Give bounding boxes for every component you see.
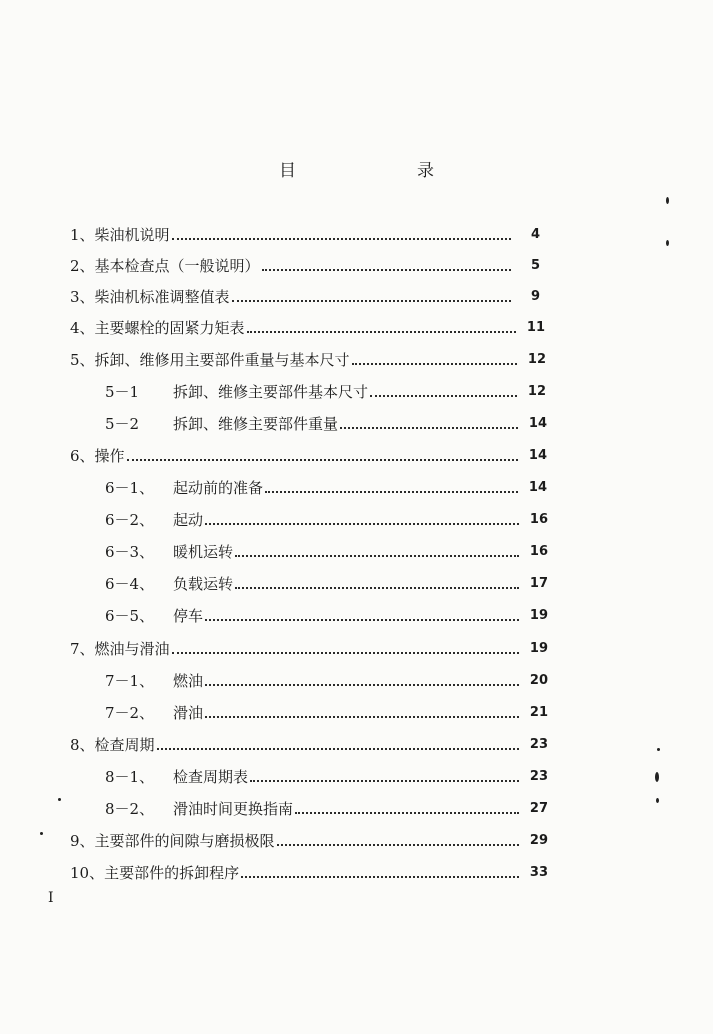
toc-number: 7－2、: [105, 704, 155, 722]
toc-label: 主要部件的间隙与磨损极限: [94, 832, 275, 850]
page-number-footer: I: [48, 890, 54, 906]
dot-leader: [247, 331, 516, 333]
dot-leader: [172, 238, 511, 240]
toc-label: 操作: [94, 447, 125, 465]
scan-speck: [666, 197, 669, 204]
toc-number: 8、: [70, 736, 95, 754]
toc-label: 柴油机说明: [94, 226, 170, 244]
toc-number: 4、: [70, 319, 95, 337]
toc-page-number: 14: [528, 480, 547, 495]
dot-leader: [295, 812, 519, 814]
toc-entry: [70, 863, 548, 883]
scan-speck: [40, 832, 43, 835]
dot-leader: [352, 363, 517, 365]
dot-leader: [205, 716, 519, 718]
toc-page-number: 23: [529, 769, 548, 784]
toc-page-number: 19: [529, 641, 548, 656]
toc-label: 暖机运转: [173, 543, 234, 561]
toc-label: 基本检查点（一般说明）: [94, 257, 260, 275]
scan-speck: [657, 748, 660, 751]
toc-label: 拆卸、维修主要部件重量: [173, 415, 339, 433]
scan-speck: [655, 772, 659, 782]
toc-entry: [70, 735, 548, 755]
toc-entry: [105, 414, 547, 434]
toc-number: 10、: [70, 864, 105, 882]
toc-page-number: 16: [529, 544, 548, 559]
page-title: 目 录: [279, 161, 486, 181]
toc-number: 6、: [70, 447, 95, 465]
toc-page-number: 27: [529, 801, 548, 816]
toc-page-number: 20: [529, 673, 548, 688]
toc-label: 主要螺栓的固紧力矩表: [94, 319, 245, 337]
dot-leader: [127, 459, 518, 461]
dot-leader: [262, 269, 511, 271]
toc-page-number: 12: [527, 384, 546, 399]
toc-number: 5－2: [105, 415, 140, 433]
toc-number: 2、: [70, 257, 95, 275]
toc-page-number: 33: [529, 865, 548, 880]
toc-number: 6－5、: [105, 607, 155, 625]
dot-leader: [205, 523, 519, 525]
toc-number: 5－1: [105, 383, 140, 401]
toc-label: 柴油机标准调整值表: [94, 288, 230, 306]
toc-number: 3、: [70, 288, 95, 306]
toc-label: 起动前的准备: [173, 479, 264, 497]
toc-page-number: 21: [529, 705, 548, 720]
toc-number: 7－1、: [105, 672, 155, 690]
toc-entry: [70, 639, 548, 659]
dot-leader: [250, 780, 519, 782]
toc-label: 主要部件的拆卸程序: [104, 864, 240, 882]
toc-page-number: 29: [529, 833, 548, 848]
toc-page-number: 19: [529, 608, 548, 623]
toc-entry: [105, 671, 548, 691]
toc-page-number: 11: [526, 320, 545, 335]
toc-label: 滑油时间更换指南: [173, 800, 294, 818]
dot-leader: [340, 427, 518, 429]
dot-leader: [157, 748, 519, 750]
dot-leader: [205, 619, 519, 621]
toc-entry: [70, 446, 547, 466]
toc-page-number: 4: [530, 227, 540, 242]
toc-label: 拆卸、维修主要部件基本尺寸: [173, 383, 369, 401]
dot-leader: [277, 844, 519, 846]
toc-page-number: 5: [530, 258, 540, 273]
toc-page-number: 23: [529, 737, 548, 752]
toc-page-number: 17: [529, 576, 548, 591]
toc-number: 8－2、: [105, 800, 155, 818]
toc-page-number: 14: [528, 448, 547, 463]
dot-leader: [370, 395, 517, 397]
toc-label: 负载运转: [173, 575, 234, 593]
toc-label: 停车: [173, 607, 204, 625]
toc-label: 检查周期: [94, 736, 155, 754]
toc-entry: [105, 574, 548, 594]
toc-number: 7、: [70, 640, 95, 658]
toc-entry: [70, 256, 540, 276]
toc-number: 5、: [70, 351, 95, 369]
toc-label: 起动: [173, 511, 204, 529]
toc-page-number: 16: [529, 512, 548, 527]
scan-speck: [666, 240, 669, 246]
toc-entry: [70, 287, 540, 307]
scan-speck: [656, 798, 659, 803]
toc-entry: [105, 382, 546, 402]
dot-leader: [235, 587, 519, 589]
toc-entry: [105, 478, 547, 498]
toc-number: 6－3、: [105, 543, 155, 561]
dot-leader: [235, 555, 519, 557]
toc-entry: [105, 767, 548, 787]
toc-label: 拆卸、维修用主要部件重量与基本尺寸: [94, 351, 350, 369]
toc-number: 6－4、: [105, 575, 155, 593]
toc-entry: [70, 225, 540, 245]
toc-entry: [105, 703, 548, 723]
dot-leader: [265, 491, 518, 493]
toc-page-number: 14: [528, 416, 547, 431]
toc-page-number: 9: [530, 289, 540, 304]
toc-number: 6－1、: [105, 479, 155, 497]
toc-entry: [70, 318, 545, 338]
toc-number: 1、: [70, 226, 95, 244]
toc-label: 燃油: [173, 672, 204, 690]
toc-entry: [105, 606, 548, 626]
dot-leader: [205, 684, 519, 686]
toc-entry: [105, 510, 548, 530]
toc-entry: [70, 350, 546, 370]
toc-label: 滑油: [173, 704, 204, 722]
toc-entry: [105, 799, 548, 819]
toc-entry: [105, 542, 548, 562]
dot-leader: [172, 652, 519, 654]
toc-number: 8－1、: [105, 768, 155, 786]
toc-page-number: 12: [527, 352, 546, 367]
toc-number: 6－2、: [105, 511, 155, 529]
toc-entry: [70, 831, 548, 851]
dot-leader: [232, 300, 511, 302]
dot-leader: [241, 876, 519, 878]
toc-number: 9、: [70, 832, 95, 850]
toc-label: 检查周期表: [173, 768, 249, 786]
scan-speck: [58, 798, 61, 801]
toc-label: 燃油与滑油: [94, 640, 170, 658]
